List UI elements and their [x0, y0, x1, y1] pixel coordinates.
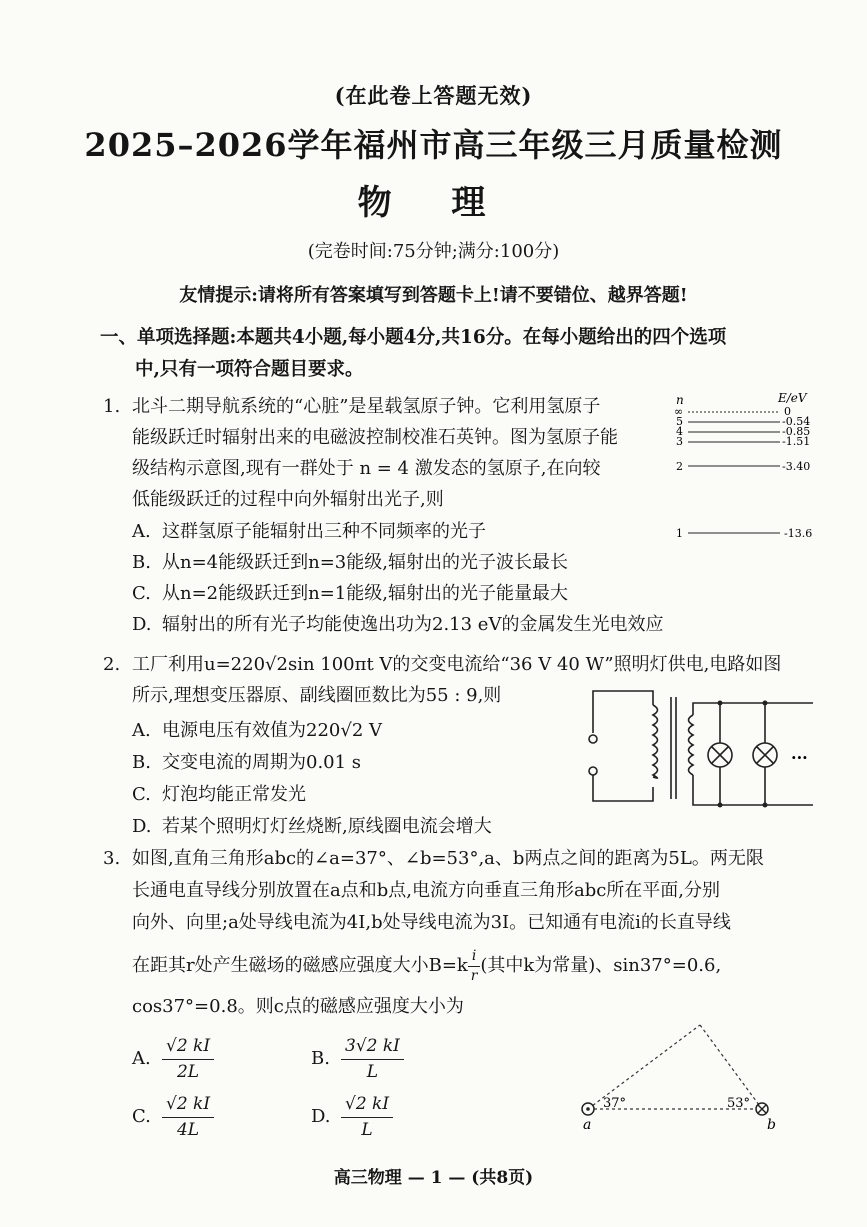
option-b	[132, 748, 361, 778]
option-c	[132, 579, 568, 609]
energy-level-diagram	[670, 390, 830, 550]
level-energy-label: -1.51	[782, 435, 811, 448]
n-axis-label: n	[676, 393, 684, 407]
level-energy-label: 0	[784, 405, 791, 418]
option-a	[132, 716, 382, 746]
more-lamps-ellipsis: ···	[791, 748, 808, 767]
option-text: 若某个照明灯灯丝烧断,原线圈电流会增大	[162, 816, 492, 837]
option-letter: B.	[132, 752, 151, 773]
angle-b-label: 53°	[727, 1096, 751, 1111]
time-info: (完卷时间:75分钟;满分:100分)	[307, 241, 560, 262]
fraction-numerator: i	[468, 949, 480, 967]
option-text: 电源电压有效值为220√2 V	[162, 720, 382, 741]
fraction-numerator: √2 kI	[162, 1035, 214, 1060]
option-letter: A.	[132, 521, 151, 542]
option-d	[132, 610, 663, 640]
option-text: 灯泡均能正常发光	[162, 784, 306, 805]
fraction-denominator: L	[361, 1120, 373, 1140]
level-n-label: 5	[676, 415, 683, 428]
option-c	[132, 1093, 214, 1140]
option-d	[311, 1093, 393, 1140]
level-n-label: 2	[676, 460, 683, 473]
fraction-numerator: √2 kI	[162, 1093, 214, 1118]
option-a	[132, 517, 486, 547]
question-text: 工厂利用u=220√2sin 100πt V的交变电流给“36 V 40 W”照明灯供电,电路如图	[132, 654, 782, 675]
option-fraction	[162, 1035, 214, 1082]
question-text: cos37°=0.8。则c点的磁感应强度大小为	[132, 996, 464, 1017]
option-text: 辐射出的所有光子均能使逸出功为2.13 eV的金属发生光电效应	[162, 614, 664, 635]
wire-into-page-icon	[756, 1103, 768, 1115]
question-number: 1.	[103, 396, 121, 417]
level-n-label: 1	[676, 527, 683, 540]
question-text: 所示,理想变压器原、副线圈匝数比为55 : 9,则	[132, 685, 502, 706]
option-d	[132, 812, 492, 842]
option-letter: D.	[132, 816, 152, 837]
option-b	[132, 548, 568, 578]
point-a-label: a	[583, 1117, 592, 1133]
level-n-label: 4	[676, 425, 683, 438]
option-text: 这群氢原子能辐射出三种不同频率的光子	[162, 521, 486, 542]
formula-prefix: 在距其r处产生磁场的磁感应强度大小B=k	[132, 955, 468, 976]
option-text: 从n=4能级跃迁到n=3能级,辐射出的光子波长最长	[162, 552, 568, 573]
section-heading: 一、单项选择题:本题共4小题,每小题4分,共16分。在每小题给出的四个选项	[100, 327, 727, 348]
option-text: 从n=2能级跃迁到n=1能级,辐射出的光子能量最大	[162, 583, 568, 604]
option-letter: C.	[132, 1105, 151, 1127]
option-fraction	[341, 1035, 404, 1082]
exam-note: (在此卷上答题无效)	[334, 83, 533, 108]
fraction-numerator: 3√2 kI	[341, 1035, 404, 1060]
level-energy-label: -0.54	[782, 415, 811, 428]
question-text: 长通电直导线分别放置在a点和b点,电流方向垂直三角形abc所在平面,分别	[132, 880, 721, 901]
option-letter: A.	[132, 720, 151, 741]
level-n-label: 3	[676, 435, 683, 448]
exam-title: 2025–2026学年福州市高三年级三月质量检测	[84, 126, 783, 164]
option-b	[311, 1035, 404, 1082]
fraction-denominator: r	[470, 967, 478, 984]
question-text: 向外、向里;a处导线电流为4I,b处导线电流为3I。已知通有电流i的长直导线	[132, 912, 731, 933]
question-text: 级结构示意图,现有一群处于 n = 4 激发态的氢原子,在向较	[132, 458, 601, 479]
question-text: 低能级跃迁的过程中向外辐射出光子,则	[132, 489, 444, 510]
fraction-denominator: 2L	[176, 1062, 200, 1082]
section-heading-cont: 中,只有一项符合题目要求。	[135, 359, 364, 380]
option-letter: D.	[311, 1105, 331, 1127]
fraction-i-over-r	[468, 949, 480, 984]
option-letter: B.	[311, 1047, 330, 1069]
option-a	[132, 1035, 214, 1082]
option-letter: C.	[132, 583, 151, 604]
fraction-denominator: 4L	[176, 1120, 200, 1140]
formula-suffix: (其中k为常量)、sin37°=0.6,	[480, 955, 722, 976]
energy-axis-label: E/eV	[778, 391, 807, 405]
question-number: 3.	[103, 848, 121, 869]
question-text: 北斗二期导航系统的“心脏”是星载氢原子钟。它利用氢原子	[132, 396, 601, 417]
triangle-diagram	[575, 1015, 785, 1135]
subject-title: 物 理	[357, 183, 510, 223]
question-number: 2.	[103, 654, 121, 675]
page-footer: 高三物理 — 1 — (共8页)	[333, 1168, 534, 1188]
friendly-tip: 友情提示:请将所有答案填写到答题卡上!请不要错位、越界答题!	[179, 285, 688, 306]
fraction-numerator: √2 kI	[341, 1093, 393, 1118]
level-n-label: ∞	[674, 405, 684, 418]
option-fraction	[162, 1093, 214, 1140]
angle-a-label: 37°	[603, 1096, 627, 1111]
level-energy-label: -0.85	[782, 425, 811, 438]
question-text-formula	[132, 946, 721, 986]
option-letter: D.	[132, 614, 152, 635]
fraction-denominator: L	[366, 1062, 379, 1082]
option-letter: C.	[132, 784, 151, 805]
level-energy-label: -3.40	[782, 460, 811, 473]
point-b-label: b	[767, 1117, 776, 1133]
option-fraction	[341, 1093, 393, 1140]
question-text: 如图,直角三角形abc的∠a=37°、∠b=53°,a、b两点之间的距离为5L。两无限	[132, 848, 764, 869]
level-energy-label: -13.6	[784, 527, 813, 540]
option-letter: B.	[132, 552, 151, 573]
question-text: 能级跃迁时辐射出来的电磁波控制校准石英钟。图为氢原子能	[132, 427, 618, 448]
transformer-circuit-diagram	[585, 683, 820, 813]
option-text: 交变电流的周期为0.01 s	[162, 752, 362, 773]
option-letter: A.	[132, 1047, 151, 1069]
option-c	[132, 780, 306, 810]
